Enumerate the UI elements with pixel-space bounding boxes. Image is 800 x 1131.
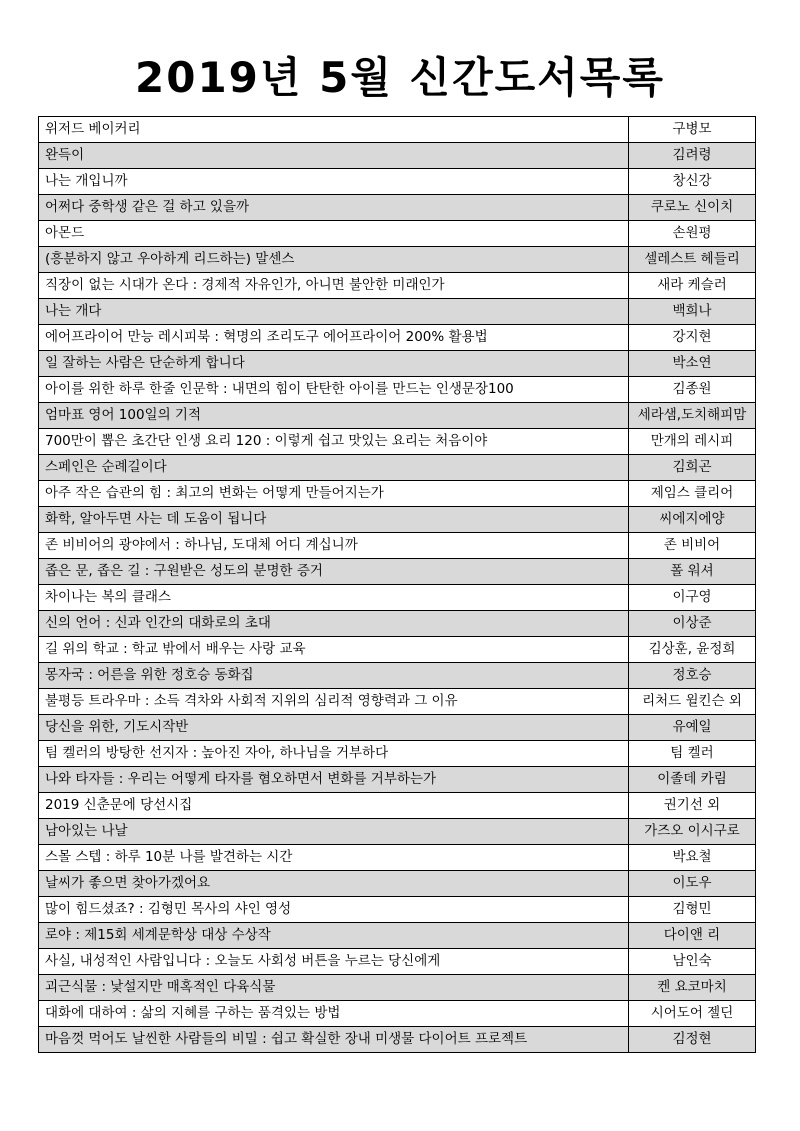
book-row (39, 403, 756, 429)
book-row (39, 143, 756, 169)
book-row (39, 195, 756, 221)
book-row (39, 975, 756, 1001)
book-author: 유예일 (629, 715, 756, 741)
book-author: 이도우 (629, 871, 756, 897)
book-title: 좁은 문, 좁은 길 : 구원받은 성도의 분명한 증거 (39, 559, 629, 585)
book-title: 일 잘하는 사람은 단순하게 합니다 (39, 351, 629, 377)
book-row (39, 351, 756, 377)
book-row (39, 169, 756, 195)
book-title: 에어프라이어 만능 레시피북 : 혁명의 조리도구 에어프라이어 200% 활용법 (39, 325, 629, 351)
book-author: 남인숙 (629, 949, 756, 975)
book-row (39, 767, 756, 793)
book-list-body (39, 117, 756, 1053)
book-title: 아주 작은 습관의 힘 : 최고의 변화는 어떻게 만들어지는가 (39, 481, 629, 507)
book-title: 대화에 대하여 : 삶의 지혜를 구하는 품격있는 방법 (39, 1001, 629, 1027)
book-row (39, 533, 756, 559)
book-author: 리처드 윌킨슨 외 (629, 689, 756, 715)
book-author: 김형민 (629, 897, 756, 923)
book-title: 700만이 뽑은 초간단 인생 요리 120 : 이렇게 쉽고 맛있는 요리는 처음이야 (39, 429, 629, 455)
book-row (39, 741, 756, 767)
book-author: 셀레스트 헤들리 (629, 247, 756, 273)
book-author: 손원평 (629, 221, 756, 247)
book-author: 김상훈, 윤정희 (629, 637, 756, 663)
book-author: 김려령 (629, 143, 756, 169)
book-author: 켄 요코마치 (629, 975, 756, 1001)
book-row (39, 247, 756, 273)
book-row (39, 923, 756, 949)
book-row (39, 481, 756, 507)
book-row (39, 429, 756, 455)
book-title: 괴근식물 : 낯설지만 매혹적인 다육식물 (39, 975, 629, 1001)
book-row (39, 507, 756, 533)
book-row (39, 715, 756, 741)
book-title: 당신을 위한, 기도시작반 (39, 715, 629, 741)
book-author: 이구영 (629, 585, 756, 611)
book-author: 김희곤 (629, 455, 756, 481)
book-author: 세라샘,도치해피맘 (629, 403, 756, 429)
book-title: 날씨가 좋으면 찾아가겠어요 (39, 871, 629, 897)
book-title: 차이나는 복의 클래스 (39, 585, 629, 611)
book-title: 어쩌다 중학생 같은 걸 하고 있을까 (39, 195, 629, 221)
book-title: 불평등 트라우마 : 소득 격차와 사회적 지위의 심리적 영향력과 그 이유 (39, 689, 629, 715)
book-title: 위저드 베이커리 (39, 117, 629, 143)
book-author: 박요철 (629, 845, 756, 871)
book-row (39, 455, 756, 481)
book-author: 시어도어 젤딘 (629, 1001, 756, 1027)
book-title: 신의 언어 : 신과 인간의 대화로의 초대 (39, 611, 629, 637)
page-title: 2019년 5월 신간도서목록 (135, 53, 665, 102)
book-author: 이졸데 카림 (629, 767, 756, 793)
book-title: 남아있는 나날 (39, 819, 629, 845)
book-title: 나는 개입니까 (39, 169, 629, 195)
book-row (39, 325, 756, 351)
book-title: (흥분하지 않고 우아하게 리드하는) 말센스 (39, 247, 629, 273)
book-row (39, 221, 756, 247)
book-row (39, 949, 756, 975)
book-row (39, 273, 756, 299)
book-title: 완득이 (39, 143, 629, 169)
book-title: 많이 힘드셨죠? : 김형민 목사의 샤인 영성 (39, 897, 629, 923)
book-row (39, 377, 756, 403)
book-row (39, 117, 756, 143)
book-title: 팀 켈러의 방탕한 선지자 : 높아진 자아, 하나님을 거부하다 (39, 741, 629, 767)
book-author: 존 비비어 (629, 533, 756, 559)
book-row (39, 871, 756, 897)
book-author: 박소연 (629, 351, 756, 377)
book-author: 김정현 (629, 1027, 756, 1053)
book-row (39, 611, 756, 637)
book-title: 아몬드 (39, 221, 629, 247)
book-author: 정호승 (629, 663, 756, 689)
book-row (39, 819, 756, 845)
book-row (39, 793, 756, 819)
book-author: 백희나 (629, 299, 756, 325)
book-row (39, 689, 756, 715)
book-author: 김종원 (629, 377, 756, 403)
book-author: 창신강 (629, 169, 756, 195)
book-row (39, 897, 756, 923)
book-title: 2019 신춘문에 당선시집 (39, 793, 629, 819)
book-title: 화학, 알아두면 사는 데 도움이 됩니다 (39, 507, 629, 533)
book-title: 사실, 내성적인 사람입니다 : 오늘도 사회성 버튼을 누르는 당신에게 (39, 949, 629, 975)
book-author: 권기선 외 (629, 793, 756, 819)
book-author: 이상준 (629, 611, 756, 637)
book-author: 다이앤 리 (629, 923, 756, 949)
book-author: 쿠로노 신이치 (629, 195, 756, 221)
book-author: 팀 켈러 (629, 741, 756, 767)
book-author: 새라 케슬러 (629, 273, 756, 299)
book-title: 나와 타자들 : 우리는 어떻게 타자를 혐오하면서 변화를 거부하는가 (39, 767, 629, 793)
book-title: 엄마표 영어 100일의 기적 (39, 403, 629, 429)
book-author: 씨에지에양 (629, 507, 756, 533)
book-title: 로야 : 제15회 세계문학상 대상 수상작 (39, 923, 629, 949)
book-row (39, 1001, 756, 1027)
book-author: 강지현 (629, 325, 756, 351)
book-author: 폴 워셔 (629, 559, 756, 585)
book-title: 마음껏 먹어도 날씬한 사람들의 비밀 : 쉽고 확실한 장내 미생물 다이어트 프로젝트 (39, 1027, 629, 1053)
book-row (39, 1027, 756, 1053)
book-row (39, 585, 756, 611)
book-author: 제임스 클리어 (629, 481, 756, 507)
book-title: 나는 개다 (39, 299, 629, 325)
book-row (39, 637, 756, 663)
book-row (39, 559, 756, 585)
book-row (39, 663, 756, 689)
book-author: 가즈오 이시구로 (629, 819, 756, 845)
book-title: 아이를 위한 하루 한줄 인문학 : 내면의 힘이 탄탄한 아이를 만드는 인생문장100 (39, 377, 629, 403)
book-row (39, 845, 756, 871)
book-title: 존 비비어의 광야에서 : 하나님, 도대체 어디 계십니까 (39, 533, 629, 559)
book-row (39, 299, 756, 325)
book-title: 길 위의 학교 : 학교 밖에서 배우는 사랑 교육 (39, 637, 629, 663)
book-author: 만개의 레시피 (629, 429, 756, 455)
book-author: 구병모 (629, 117, 756, 143)
book-title: 몽자국 : 어른을 위한 정호승 동화집 (39, 663, 629, 689)
book-list-table (38, 116, 756, 1053)
book-title: 스페인은 순례길이다 (39, 455, 629, 481)
book-title: 직장이 없는 시대가 온다 : 경제적 자유인가, 아니면 불안한 미래인가 (39, 273, 629, 299)
book-title: 스몰 스텝 : 하루 10분 나를 발견하는 시간 (39, 845, 629, 871)
